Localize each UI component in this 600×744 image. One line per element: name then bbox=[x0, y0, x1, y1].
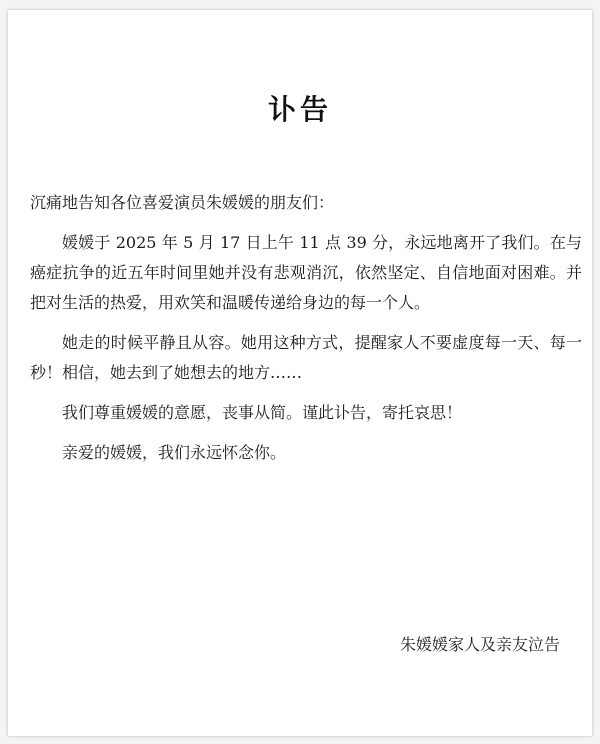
paragraph-remembrance: 亲爱的媛媛，我们永远怀念你。 bbox=[62, 443, 287, 462]
signature-line: 朱媛媛家人及亲友泣告 bbox=[399, 635, 560, 654]
paragraph-passing: 媛媛于 2025 年 5 月 17 日上午 11 点 39 分，永远地离开了我们。在与癌症抗争的近五年时间里她并没有悲观消沉，依然坚定、自信地面对困难。并把对生活的热爱，用欢笑和温暖传递给身边的每一个人。 bbox=[30, 233, 582, 312]
document-body bbox=[30, 188, 582, 478]
paragraph-peaceful: 她走的时候平静且从容。她用这种方式，提醒家人不要虚度每一天、每一秒！相信，她去到了她想去的地方…… bbox=[30, 333, 582, 382]
paragraph-wishes: 我们尊重媛媛的意愿，丧事从简。谨此讣告，寄托哀思！ bbox=[62, 403, 463, 422]
obituary-document bbox=[8, 10, 592, 736]
document-title: 讣告 bbox=[267, 93, 332, 126]
salutation-line: 沉痛地告知各位喜爱演员朱媛媛的朋友们： bbox=[30, 193, 335, 212]
